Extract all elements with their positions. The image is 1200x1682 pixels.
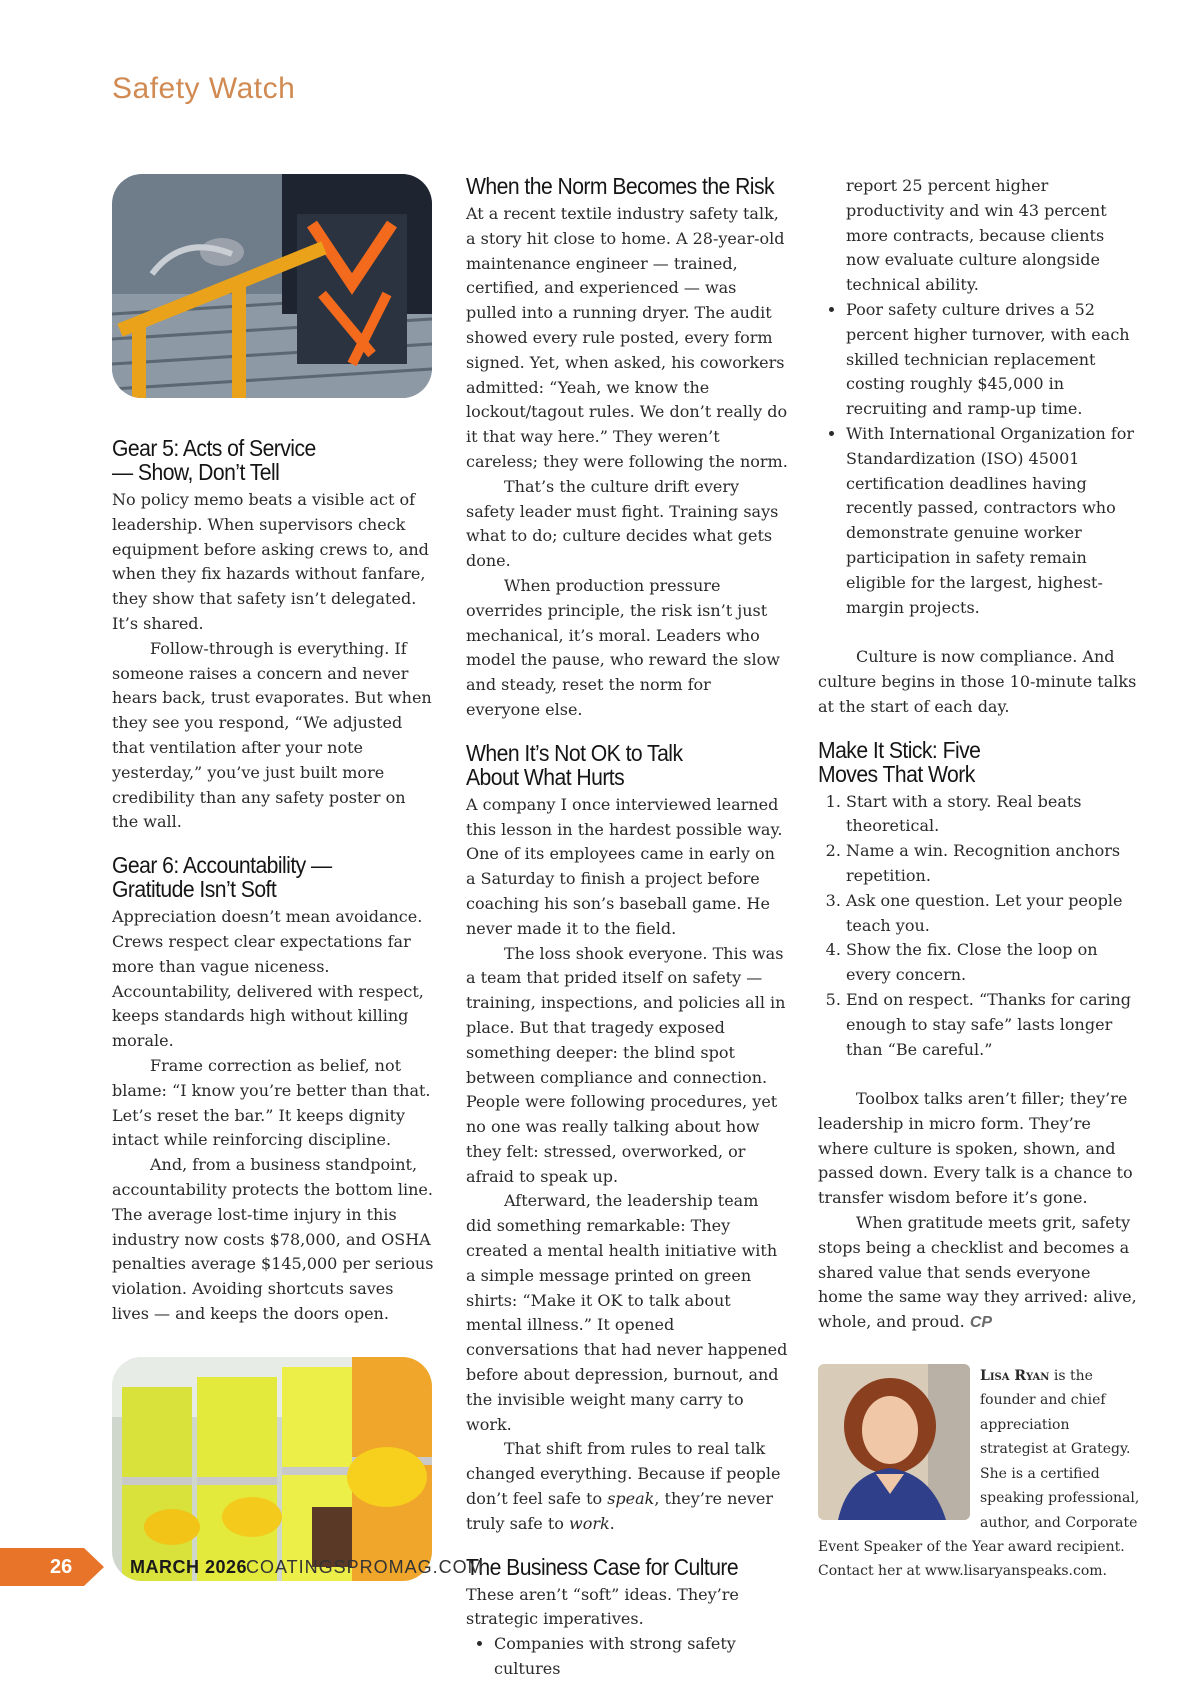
magazine-website: COATINGSPROMAG.COM (246, 1557, 484, 1577)
gear6-heading (112, 853, 408, 901)
ok-p4-emphasis-speak: speak (607, 1489, 655, 1509)
business-bullet-1-start: • Companies with strong safety cultures (494, 1632, 788, 1682)
business-case-paragraph-1: These aren’t “soft” ideas. They’re strategic imperatives. (466, 1584, 739, 1629)
section-label: Safety Watch (112, 72, 296, 105)
ok-heading-text: When It’s Not OK to Talk About What Hurts (466, 739, 683, 790)
worker-harness-illustration (112, 174, 432, 398)
author-name: Lisa Ryan (980, 1368, 1050, 1385)
business-bullet-3: • With International Organization for Standardization (ISO) 45001 certification deadlines having recently passed, contractors who demonstrate genuine worker participation in safety remain eligible for the largest, highest-margin projects. (846, 422, 1140, 620)
gear6-paragraph-1: Appreciation doesn’t mean avoidance. Crews respect clear expectations far more than vague niceness. Accountability, delivered with respect, keeps standards high without killing morale. (112, 907, 424, 1051)
author-bio-text: is the founder and chief appreciation strategist at Grategy. She is a certified speaking professional, author, and Corporate Event Speaker of the Year award recipient. Contact her at www.lisaryanspeaks.com. (818, 1368, 1140, 1580)
ok-p4-part-c: . (609, 1513, 615, 1533)
page-number: 26 (50, 1556, 73, 1578)
norm-heading: When the Norm Becomes the Risk (466, 173, 775, 199)
gear5-heading (112, 436, 408, 484)
business-case-paragraph-2: Culture is now compliance. And culture begins in those 10-minute talks at the start of each day. (818, 647, 1137, 716)
business-case-list-continued (818, 298, 1140, 620)
ok-paragraph-1: A company I once interviewed learned this lesson in the hardest possible way. One of its employees came in early on a Saturday to finish a project before coaching his son’s baseball game. He never made it to the field. (466, 794, 783, 938)
column-2 (466, 174, 788, 1682)
ok-paragraph-3: Afterward, the leadership team did something remarkable: They created a mental health initiative with a simple message printed on green shirts: “Make it OK to talk about mental illness.” It opened conversations that had never happened before about depression, burnout, and the invisible weight many carry to work. (466, 1191, 788, 1434)
move-item-4: 4. Show the fix. Close the loop on every concern. (846, 938, 1140, 988)
page-footer (0, 1548, 1200, 1586)
ok-paragraph-4 (466, 1437, 788, 1536)
cp-end-mark: CP (969, 1314, 993, 1332)
closing-paragraph-2 (818, 1211, 1140, 1336)
gear6-paragraph-3: And, from a business standpoint, accountability protects the bottom line. The average lost-time injury in this industry now costs $78,000, and OSHA penalties average $145,000 per serious violation. Avoiding shortcuts saves lives — and keeps the doors open. (112, 1155, 434, 1323)
column-3 (818, 174, 1140, 1584)
move-item-3: 3. Ask one question. Let your people teach you. (846, 889, 1140, 939)
business-bullet-2: • Poor safety culture drives a 52 percent higher turnover, with each skilled technician replacement costing roughly $45,000 in recruiting and ramp-up time. (846, 298, 1140, 422)
move-item-5: 5. End on respect. “Thanks for caring enough to stay safe” lasts longer than “Be careful.” (846, 988, 1140, 1062)
norm-paragraph-3: When production pressure overrides principle, the risk isn’t just mechanical, it’s moral. Leaders who model the pause, who reward the slow and steady, reset the norm for everyone else. (466, 575, 780, 719)
gear6-heading-text: Gear 6: Accountability — Gratitude Isn’t Soft (112, 852, 332, 903)
ok-p4-part-b: , they’re never truly safe to (466, 1489, 774, 1533)
business-case-heading: The Business Case for Culture (466, 1553, 739, 1580)
five-moves-list (818, 790, 1140, 1063)
worker-harness-photo (112, 174, 432, 398)
closing-paragraph-1: Toolbox talks aren’t filler; they’re leadership in micro form. They’re where culture is spoken, shown, and passed down. Every talk is a chance to transfer wisdom before it’s gone. (818, 1089, 1133, 1208)
gear5-heading-text: Gear 5: Acts of Service — Show, Don’t Tell (112, 435, 316, 485)
business-bullet-1-continued: report 25 percent higher productivity and win 43 percent more contracts, because clients now evaluate culture alongside technical ability. (846, 176, 1107, 295)
ok-p4-emphasis-work: work (569, 1513, 610, 1533)
move-item-1: 1. Start with a story. Real beats theoretical. (846, 790, 1140, 840)
norm-paragraph-2: That’s the culture drift every safety leader must fight. Training says what to do; culture decides what gets done. (466, 476, 779, 571)
ok-paragraph-2: The loss shook everyone. This was a team that prided itself on safety — training, inspections, and policies all in place. But that tragedy exposed something deeper: the blind spot between compliance and connection. People were following procedures, yet no one was really talking about how they felt: stressed, overworked, or afraid to speak up. (466, 943, 786, 1186)
make-it-stick-heading-text: Make It Stick: Five Moves That Work (818, 736, 981, 787)
closing-paragraph-2-text: When gratitude meets grit, safety stops being a checklist and becomes a shared value that sends everyone home the same way they arrived: alive, whole, and proud. (818, 1213, 1137, 1332)
ok-heading (466, 741, 762, 789)
author-photo (818, 1364, 970, 1520)
author-portrait-illustration (818, 1364, 970, 1520)
ok-p4-part-a: That shift from rules to real talk changed everything. Because if people don’t feel safe to (466, 1439, 781, 1509)
make-it-stick-heading (818, 738, 1114, 786)
gear5-paragraph-1: No policy memo beats a visible act of leadership. When supervisors check equipment before asking crews to, and when they fix hazards without fanfare, they show that safety isn’t delegated. It’s shared. (112, 490, 429, 633)
business-case-list-start (466, 1632, 788, 1682)
move-item-2: 2. Name a win. Recognition anchors repetition. (846, 839, 1140, 889)
norm-paragraph-1: At a recent textile industry safety talk, a story hit close to home. A 28-year-old maintenance engineer — trained, certified, and experienced — was pulled into a running dryer. The audit showed every rule posted, every form signed. Yet, when asked, his coworkers admitted: “Yeah, we know the lockout/tagout rules. We don’t really do it that way here.” They weren’t careless; they were following the norm. (466, 204, 788, 471)
gear5-paragraph-2: Follow-through is everything. If someone raises a concern and never hears back, trust evaporates. But when they see you respond, “We adjusted that ventilation after your note yesterday,” you’ve just built more credibility than any safety poster on the wall. (112, 638, 432, 832)
gear6-paragraph-2: Frame correction as belief, not blame: “I know you’re better than that. Let’s reset the bar.” It keeps dignity intact while reinforcing discipline. (112, 1055, 431, 1150)
column-1 (112, 174, 434, 1581)
issue-date: MARCH 2026 (130, 1557, 248, 1577)
